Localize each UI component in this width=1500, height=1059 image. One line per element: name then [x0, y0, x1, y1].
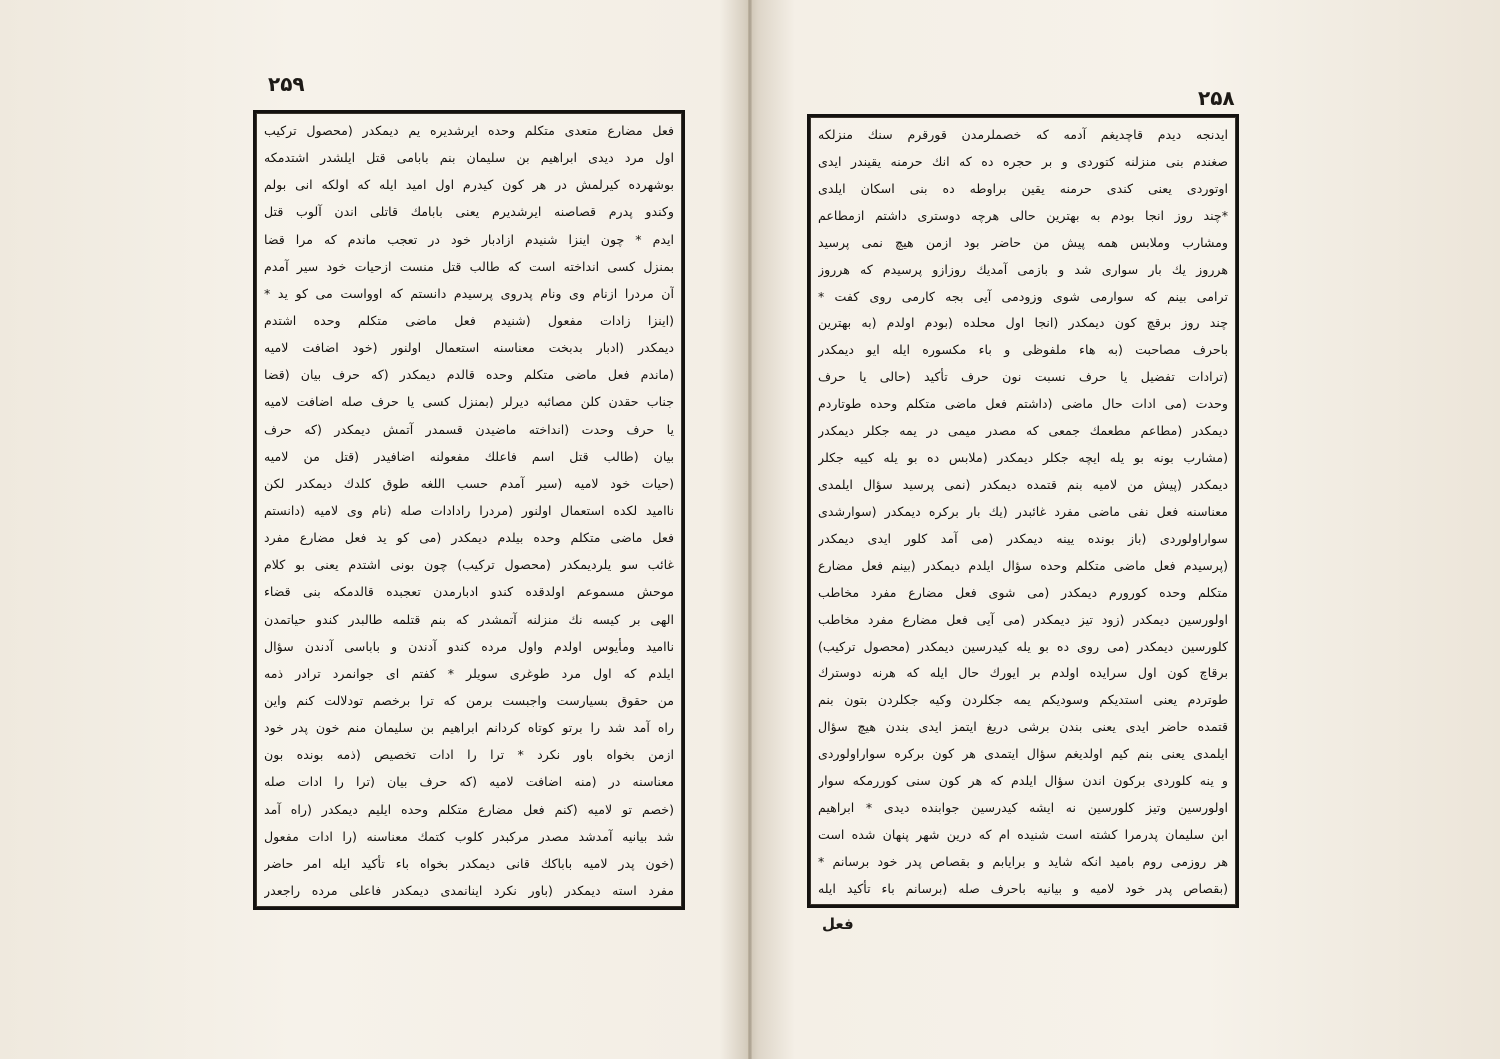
text-line: هر روزمی روم بامید انکه شاید و برایابم و بقصاص پدر خود برسانم *: [818, 853, 1228, 869]
text-line: یا حرف وحدت (انداخته ماضیدن قسمدر آتمش دیمکدر (که حرف: [264, 421, 674, 437]
page-number: ۲۵۸: [1198, 86, 1235, 110]
page-number: ۲۵۹: [268, 72, 305, 96]
text-line: ازمن بخواه باور نکرد * ترا را ادات تخصیص (ذمه بونده بون: [264, 747, 674, 763]
text-line: وحدت (می ادات حال ماضی (داشتم فعل ماضی متکلم وحده طوتاردم: [818, 396, 1228, 412]
text-line: صغندم بنی منزلنه کتوردی و بر حجره ده که انك حرمنه یقیندر ایدی: [818, 153, 1228, 169]
text-line: راه آمد شد را برتو کوتاه کردانم ابراهیم بن سلیمان منم خون پدر خود: [264, 720, 674, 736]
text-line: ابن سلیمان پدرمرا کشته است شنیده ام که درین شهر پنهان شده است: [818, 826, 1228, 842]
text-line: طوتردم یعنی استدیکم وسودیکم یمه جکلردن وکیه جکلردن بتون بنم: [818, 692, 1228, 708]
text-line: (اینزا زادات مفعول (شنیدم فعل ماضی متکلم وحده اشتدم: [264, 312, 674, 328]
text-line: (پرسیدم فعل ماضی متکلم وحده سؤال ایلدم دیمکدر (بینم فعل مضارع: [818, 557, 1228, 573]
left-page: [0, 0, 748, 1059]
text-line: (ترادات تفضیل یا حرف نسبت نون حرف تأکید (حالی یا حرف: [818, 369, 1228, 385]
text-line: (حیات خود لامیه (سیر آمدم حسب اللغه طوق کلدك دیمکدر لکن: [264, 475, 674, 491]
text-line: اولورسین وتیز کلورسین نه ایشه کیدرسین جوابنده دیدی * ابراهیم: [818, 800, 1228, 816]
text-line: بوشهرده کیرلمش در هر کون کیدرم اول امید ایله که اولکه انی بولم: [264, 177, 674, 193]
text-line: فعل ماضی متکلم وحده بیلدم دیمکدر (می کو ید فعل مضارع مفرد: [264, 530, 674, 546]
text-line: بمنزل کسی انداخته است که طالب قتل منست ازحیات خود سیر آمدم: [264, 258, 674, 274]
text-line: (خون پدر لامیه باباکك قانی دیمکدر بخواه باء تأکید ایله امر حاضر: [264, 855, 674, 871]
text-line: آن مردرا ازنام وی ونام پدروی پرسیدم دانستم که اوواست می کو ید *: [264, 285, 674, 301]
text-line: (بقصاص پدر خود لامیه و بیانیه باحرف صله (برسانم باء تأکید ایله: [818, 880, 1228, 896]
text-line: غائب سو یلردیمکدر (محصول ترکیب) چون بونی اشتدم یعنی بو کلام: [264, 557, 674, 573]
text-line: کلورسین دیمکدر (می روی ده بو یله کیدرسین دیمکدر (محصول ترکیب): [818, 638, 1228, 654]
text-frame: [253, 110, 685, 910]
text-line: ناامید لکده استعمال اولنور (مردرا رادادات صله (نام وی لامیه (دانستم: [264, 502, 674, 518]
text-block: [264, 121, 674, 901]
text-line: ومشارب وملابس همه پیش من حاضر بود ازمن هیچ نمی پرسید: [818, 234, 1228, 250]
text-line: معناسنه در (منه اضافت لامیه (که حرف بیان (ترا را ادات صله: [264, 774, 674, 790]
text-line: وکندو پدرم قصاصنه ایرشدیرم یعنی بابامك قاتلی اندن آلوب قتل: [264, 204, 674, 220]
text-line: ایلدم که اول مرد طوغری سویلر * کفتم ای جوانمرد ترادر ذمه: [264, 665, 674, 681]
text-line: اولورسین دیمکدر (زود تیز دیمکدر (می آیی فعل مضارع مفرد مخاطب: [818, 611, 1228, 627]
text-line: ایدم * چون اینزا شنیدم ازادبار خود در تعجب ماندم که مرا قضا: [264, 231, 674, 247]
text-line: دیمکدر (ادبار بدبخت معناسنه استعمال اولنور (خود اضافت لامیه: [264, 340, 674, 356]
text-line: ناامید ومأیوس اولدم واول مرده کندو آدندن و باباسی آدندن سؤال: [264, 638, 674, 654]
text-line: *چند روز انجا بودم به بهترین حالی هرچه دوستری داشتم ازمطاعم: [818, 207, 1228, 223]
text-line: (ماندم فعل ماضی متکلم وحده قالدم دیمکدر (که حرف بیان (قضا: [264, 367, 674, 383]
catchword: فعل: [822, 915, 854, 933]
text-line: مفرد استه دیمکدر (باور نکرد اینانمدی دیمکدر فاعلی مرده راجعدر: [264, 882, 674, 898]
text-line: و ینه کلوردی برکون اندن سؤال ایلدم که هر کون سنی کوررمکه سوار: [818, 773, 1228, 789]
text-line: موحش مسموعم اولدقده کندو ادبارمدن تعجبده قالدمکه بنی قضاء: [264, 584, 674, 600]
text-line: شد بیانیه آمدشد مصدر مرکبدر کلوب کتمك معناسنه (را ادات مفعول: [264, 828, 674, 844]
text-line: اوتوردی یعنی کندی حرمنه یقین براوطه ده بنی اسکان ایلدی: [818, 180, 1228, 196]
text-line: جناب حقدن کلن مصائبه دیرلر (بمنزل کسی یا حرف صله اضافت لامیه: [264, 394, 674, 410]
text-line: متکلم وحده کورورم دیمکدر (می شوی فعل مضارع مفرد مخاطب: [818, 584, 1228, 600]
text-frame: [807, 114, 1239, 908]
text-line: معناسنه فعل نفی ماضی مفرد غائبدر (یك بار برکره دیمکدر (سوارشدی: [818, 503, 1228, 519]
text-line: ایلمدی یعنی بنم کیم اولدیغم سؤال ایتمدی هر کون برکره سواراولوردی: [818, 746, 1228, 762]
text-line: باحرف مصاحبت (به هاء ملفوظی و باء مکسوره ایله ایو دیمکدر: [818, 342, 1228, 358]
text-line: الهی بر کیسه نك منزلنه آتمشدر که بنم قتلمه طالبدر کندو حیاتمدن: [264, 611, 674, 627]
text-line: هرروز یك بار سواری شد و بازمی آمدیك روزازو پرسیدم كه هرروز: [818, 261, 1228, 277]
text-line: ترامی بینم كه سوارمی شوی وزودمی آیی بجه كارمی روی كفت *: [818, 288, 1228, 304]
text-line: دیمکدر (پیش من لامیه بنم قتمده دیمکدر (نمی پرسید سؤال ایلمدی: [818, 476, 1228, 492]
text-line: (مشارب بونه بو یله ایچه جکلر دیمکدر (ملابس ده بو یله کییه جکلر: [818, 450, 1228, 466]
text-line: بیان (طالب قتل اسم فاعلك مفعولنه اضافیدر (قتل من لامیه: [264, 448, 674, 464]
text-line: قتمده حاضر ایدی یعنی بندن برشی دریغ ایتمز ایدی بندن هیچ سؤال: [818, 719, 1228, 735]
text-line: سواراولوردی (باز بونده یینه دیمکدر (می آمد کلور ایدی دیمکدر: [818, 530, 1228, 546]
text-line: ایدنجه دیدم قاچدیغم آدمه که خصملرمدن قورقرم سنك منزلكه: [818, 127, 1228, 142]
text-line: چند روز برقچ کون دیمکدر (انجا اول محلده (بودم اولدم (به بهترین: [818, 315, 1228, 331]
text-block: [818, 125, 1228, 899]
text-line: برقاچ کون اول سرایده اولدم بر ایورك حال ایله که هرنه دوسترك: [818, 665, 1228, 681]
text-line: اول مرد دیدی ابراهیم بن سلیمان بنم بابامی قتل ایلشدر اشتدمکه: [264, 150, 674, 166]
text-line: دیمکدر (مطاعم مطعمك جمعی که مصدر میمی در یمه جکلر دیمکدر: [818, 423, 1228, 439]
text-line: (خصم تو لامیه (کنم فعل مضارع متکلم وحده ایلیم دیمکدر (راه آمد: [264, 801, 674, 817]
text-line: من حقوق بسیارست واجبست برمن که ترا برخصم تودلالت کنم واین: [264, 692, 674, 708]
right-page: [752, 0, 1500, 1059]
text-line: فعل مضارع متعدی متکلم وحده ایرشدیره یم دیمکدر (محصول ترکیب: [264, 123, 674, 138]
